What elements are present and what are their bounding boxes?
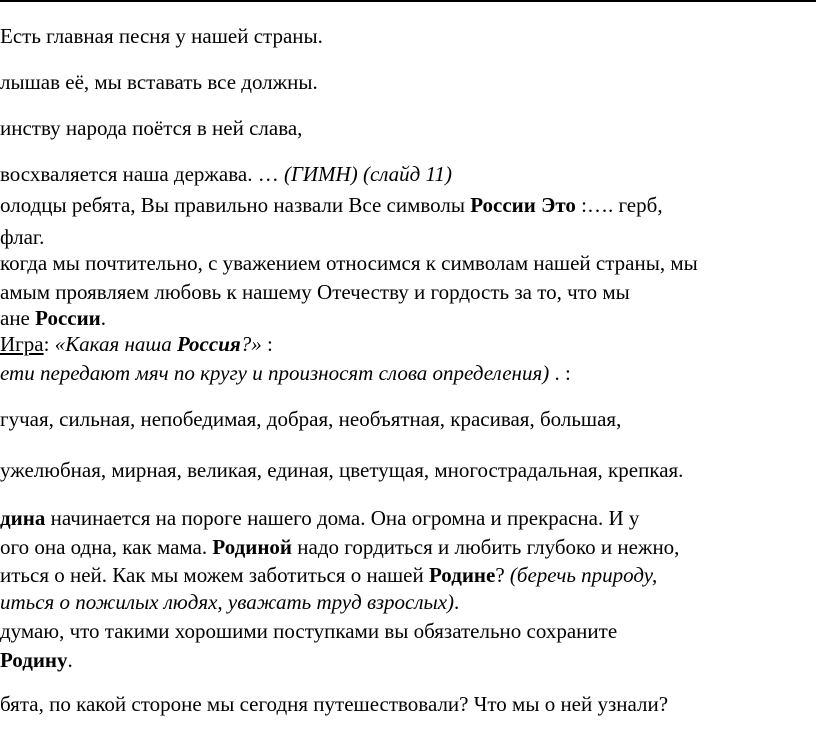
text-run: : [261, 332, 273, 356]
text-run: ужелюбная, мирная, великая, единая, цветущая, многострадальная, крепкая. [0, 458, 684, 482]
text-line [0, 648, 73, 672]
text-run: когда мы почтительно, с уважением относимся к символам нашей страны, мы [0, 251, 698, 275]
text-line [0, 116, 302, 140]
text-line [0, 193, 663, 217]
text-run: (беречь природу, [509, 563, 658, 587]
text-run: России Это [470, 193, 576, 217]
text-run: Игра [0, 332, 44, 356]
text-line [0, 590, 459, 614]
text-line [0, 24, 323, 48]
text-line [0, 280, 630, 304]
text-run: думаю, что такими хорошими поступками вы обязательно сохраните [0, 619, 618, 643]
text-line [0, 332, 273, 356]
text-line [0, 692, 668, 716]
text-run: . [67, 648, 73, 672]
text-line [0, 506, 639, 530]
text-line [0, 225, 44, 249]
text-run: «Какая наша [54, 332, 177, 356]
page-top-edge [0, 0, 816, 2]
text-run: флаг. [0, 225, 45, 249]
text-run: восхваляется наша держава. … [0, 162, 284, 186]
text-line [0, 251, 698, 275]
text-run: Родиной [212, 535, 293, 559]
text-run: ети передают мяч по кругу и произносят слова определения) [0, 361, 550, 385]
text-run: олодцы ребята, Вы правильно назвали Все символы [0, 193, 471, 217]
text-run: инству народа поётся в ней слава, [0, 116, 303, 140]
text-run: Родину [0, 648, 68, 672]
text-run: начинается на пороге нашего дома. Она огромна и прекрасна. И у [45, 506, 640, 530]
text-line [0, 563, 657, 587]
text-run: :…. герб, [575, 193, 663, 217]
text-line [0, 70, 318, 94]
text-run: России [35, 306, 101, 330]
text-run: Россия [176, 332, 241, 356]
text-line [0, 162, 452, 186]
text-run: ? [495, 563, 510, 587]
text-line [0, 361, 571, 385]
text-line [0, 306, 106, 330]
text-run: надо гордиться и любить глубоко и нежно, [292, 535, 680, 559]
text-run: Родине [429, 563, 496, 587]
text-line [0, 407, 621, 431]
text-run: . : [549, 361, 571, 385]
text-run: Есть главная песня у нашей страны. [0, 24, 323, 48]
text-run: ане [0, 306, 36, 330]
text-run: ?» [240, 332, 262, 356]
text-run: бята, по какой стороне мы сегодня путешествовали? Что мы о ней узнали? [0, 692, 669, 716]
text-run: дина [0, 506, 46, 530]
text-run: лышав её, мы вставать все должны. [0, 70, 318, 94]
text-run: иться о пожилых людях, уважать труд взрослых) [0, 590, 455, 614]
text-run: (ГИМН) (слайд 11) [283, 162, 452, 186]
text-run: гучая, сильная, непобедимая, добрая, необъятная, красивая, большая, [0, 407, 622, 431]
text-run: иться о ней. Как мы можем заботиться о нашей [0, 563, 429, 587]
text-line [0, 535, 679, 559]
text-line [0, 458, 683, 482]
text-run: : [43, 332, 55, 356]
text-run: . [454, 590, 460, 614]
text-run: ого она одна, как мама. [0, 535, 213, 559]
text-run: . [100, 306, 107, 330]
text-line [0, 619, 617, 643]
text-run: амым проявляем любовь к нашему Отечеству и гордость за то, что мы [0, 280, 630, 304]
